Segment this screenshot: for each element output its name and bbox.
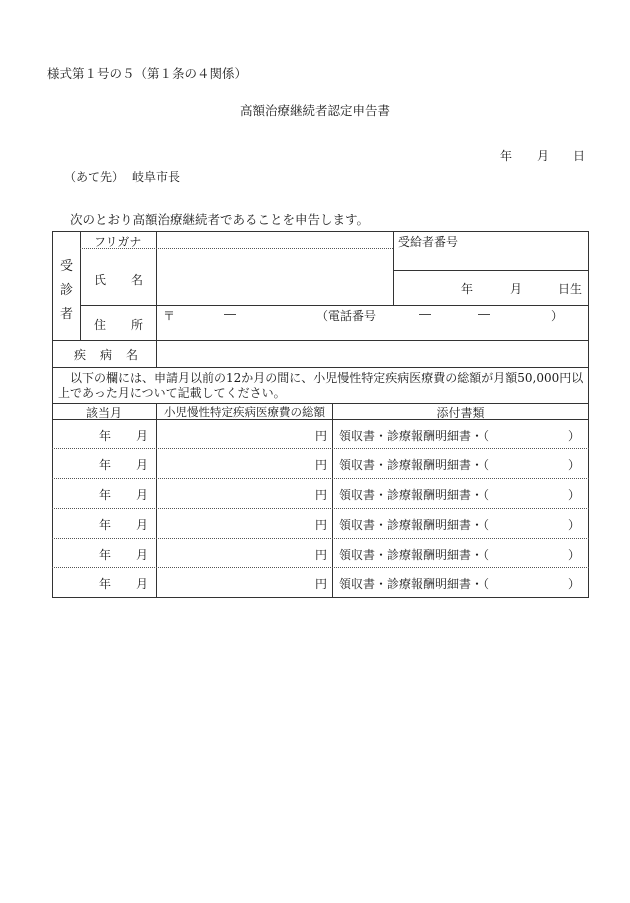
row-yen-label: 円 [315, 518, 328, 532]
birth-year-label: 年 [461, 282, 474, 296]
header-attachments: 添付書類 [436, 406, 485, 420]
date-month-label: 月 [537, 149, 550, 163]
header-month: 該当月 [85, 406, 122, 420]
row-year-label: 年 [99, 548, 112, 562]
divider [156, 231, 157, 367]
row-amount-field[interactable] [158, 452, 313, 472]
divider [52, 508, 589, 509]
row-year-label: 年 [99, 577, 112, 591]
birthdate-field[interactable] [394, 272, 588, 304]
recipient-number-label: 受給者番号 [398, 235, 459, 249]
patient-section-char: 診 [60, 283, 74, 298]
divider [156, 403, 157, 598]
furigana-label: フリガナ [94, 235, 142, 249]
instruction-note [58, 371, 583, 401]
name-label-char: 氏 [94, 273, 107, 287]
row-yen-label: 円 [315, 458, 328, 472]
furigana-field[interactable] [158, 232, 392, 248]
patient-section-char: 者 [60, 307, 74, 322]
row-attachment-label: 領収書・診療報酬明細書・（ [339, 488, 490, 502]
phone-close-paren: ） [551, 309, 564, 323]
addressee-label: （あて先） [64, 170, 125, 184]
row-amount-field[interactable] [158, 571, 313, 591]
row-attachment-label: 領収書・診療報酬明細書・（ [339, 429, 490, 443]
divider [52, 448, 589, 449]
row-month-label: 月 [136, 458, 149, 472]
recipient-number-field[interactable] [394, 248, 588, 269]
header-medical-total: 小児慢性特定疾病医療費の総額 [164, 405, 325, 419]
birth-day-label: 日生 [558, 282, 583, 296]
name-field[interactable] [158, 250, 392, 304]
row-attachment-field[interactable] [500, 512, 565, 532]
instruction-note-line: 上であった月について記載してください。 [58, 386, 286, 400]
row-amount-field[interactable] [158, 482, 313, 502]
address-label-char: 住 [94, 318, 107, 332]
table-border-bottom [52, 597, 589, 598]
row-month-label: 月 [136, 518, 149, 532]
divider [393, 270, 589, 271]
row-amount-field[interactable] [158, 423, 313, 443]
phone-dash: ― [478, 307, 490, 321]
row-attachment-field[interactable] [500, 452, 565, 472]
patient-section-char: 受 [60, 259, 74, 274]
row-close-paren: ） [568, 488, 581, 502]
addressee-name: 岐阜市長 [132, 170, 181, 184]
birth-month-label: 月 [510, 282, 523, 296]
row-yen-label: 円 [315, 488, 328, 502]
row-attachment-field[interactable] [500, 571, 565, 591]
row-close-paren: ） [568, 548, 581, 562]
row-month-label: 月 [136, 548, 149, 562]
row-month-label: 月 [136, 429, 149, 443]
row-attachment-field[interactable] [500, 482, 565, 502]
row-close-paren: ） [568, 458, 581, 472]
row-year-label: 年 [99, 488, 112, 502]
row-close-paren: ） [568, 518, 581, 532]
divider [332, 403, 333, 598]
row-year-label: 年 [99, 458, 112, 472]
address-field[interactable] [158, 306, 588, 339]
row-amount-field[interactable] [158, 542, 313, 562]
row-close-paren: ） [568, 577, 581, 591]
phone-number-label: （電話番号 [316, 309, 377, 323]
postal-mark: 〒 [163, 309, 176, 323]
divider [52, 538, 589, 539]
row-attachment-field[interactable] [500, 542, 565, 562]
divider [52, 478, 589, 479]
instruction-note-line: 以下の欄には、申請月以前の12か月の間に、小児慢性特定疾病医療費の総額が月額50,000円以 [70, 371, 584, 385]
row-year-label: 年 [99, 429, 112, 443]
row-attachment-field[interactable] [500, 423, 565, 443]
row-attachment-label: 領収書・診療報酬明細書・（ [339, 548, 490, 562]
row-yen-label: 円 [315, 577, 328, 591]
phone-dash: ― [419, 307, 431, 321]
disease-label-char: 名 [126, 348, 139, 362]
table-border-right [588, 231, 589, 598]
date-year-label: 年 [500, 149, 513, 163]
divider [52, 367, 589, 368]
divider [52, 567, 589, 568]
date-day-label: 日 [573, 149, 586, 163]
row-year-label: 年 [99, 518, 112, 532]
declaration-intro: 次のとおり高額治療継続者であることを申告します。 [70, 212, 370, 227]
row-yen-label: 円 [315, 429, 328, 443]
row-month-label: 月 [136, 488, 149, 502]
disease-label-char: 病 [100, 348, 113, 362]
disease-name-field[interactable] [158, 341, 588, 366]
document-title: 高額治療継続者認定申告書 [239, 103, 390, 118]
row-attachment-label: 領収書・診療報酬明細書・（ [339, 577, 490, 591]
row-attachment-label: 領収書・診療報酬明細書・（ [339, 518, 490, 532]
disease-label-char: 疾 [74, 348, 87, 362]
address-label-char: 所 [131, 318, 144, 332]
form-number-label: 様式第１号の５（第１条の４関係） [47, 66, 248, 81]
name-label-char: 名 [131, 273, 144, 287]
row-close-paren: ） [568, 429, 581, 443]
row-month-label: 月 [136, 577, 149, 591]
row-yen-label: 円 [315, 548, 328, 562]
postal-dash: ― [224, 307, 236, 321]
row-amount-field[interactable] [158, 512, 313, 532]
row-attachment-label: 領収書・診療報酬明細書・（ [339, 458, 490, 472]
